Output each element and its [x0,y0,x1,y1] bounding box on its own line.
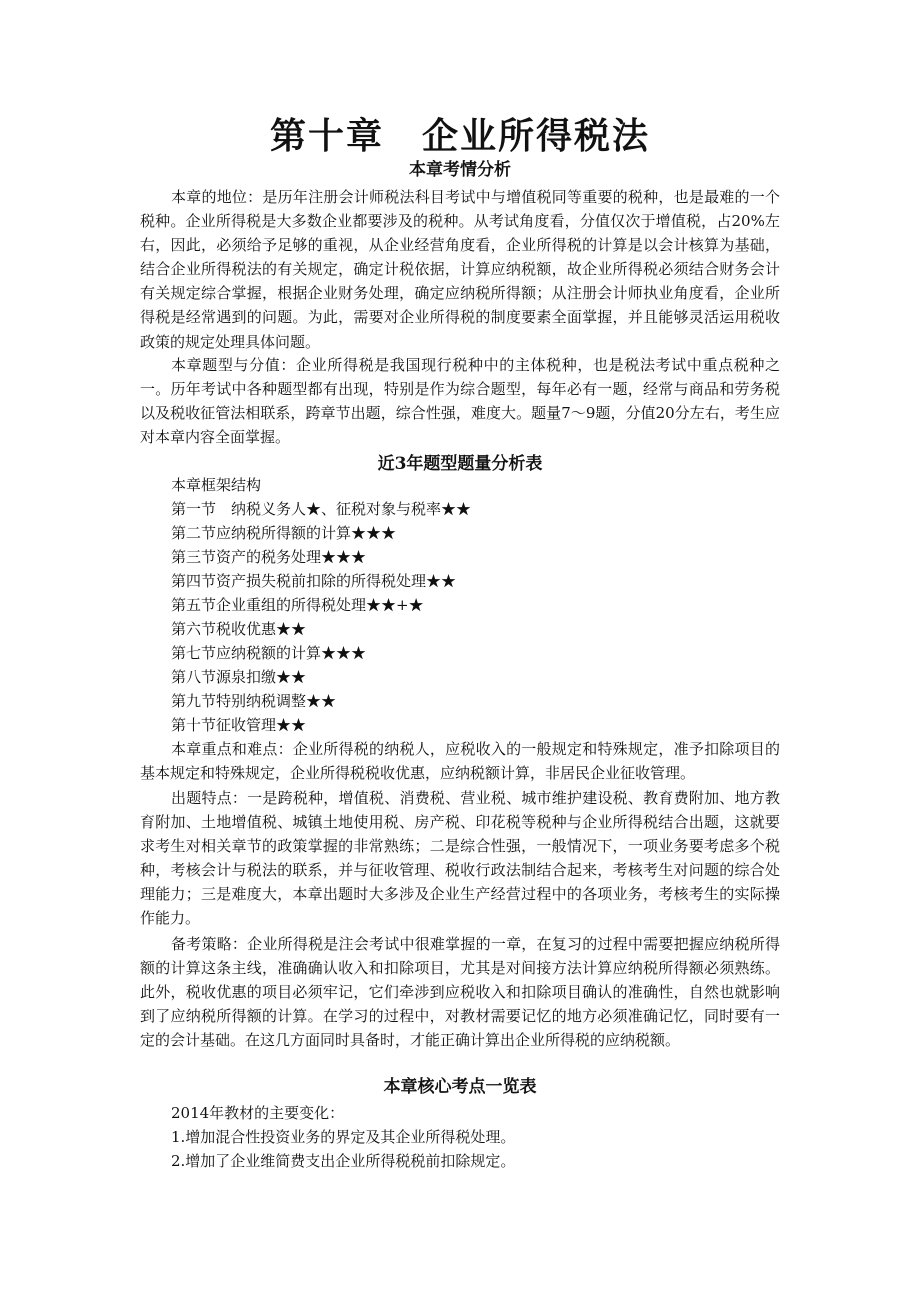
framework-item: 第四节资产损失税前扣除的所得税处理★★ [171,572,457,590]
framework-item: 第七节应纳税额的计算★★★ [171,644,367,662]
question-type-paragraph: 本章题型与分值：企业所得税是我国现行税种中的主体税种，也是税法考试中重点税种之一。历年考试中各种题型都有出现，特别是作为综合题型，每年必有一题，经常与商品和劳务税以及税收征管法相联系，跨章节出题，综合性强，难度大。题量7～9题，分值20分左右，考生应对本章内容全面掌握。 [140,356,780,447]
framework-item: 第六节税收优惠★★ [171,620,307,638]
table-heading: 近3年题型题量分析表 [377,454,543,474]
framework-item: 第九节特别纳税调整★★ [171,692,337,710]
key-points-paragraph: 本章重点和难点：企业所得税的纳税人，应税收入的一般规定和特殊规定，准予扣除项目的基本规定和特殊规定，企业所得税税收优惠，应纳税额计算，非居民企业征收管理。 [140,740,780,783]
exam-features-paragraph: 出题特点：一是跨税种，增值税、消费税、营业税、城市维护建设税、教育费附加、地方教育附加、土地增值税、城镇土地使用税、房产税、印花税等税种与企业所得税结合出题，这就要求考生对相关章节的政策掌握的非常熟练；二是综合性强，一般情况下，一项业务要考虑多个税种，考核会计与税法的联系，并与征收管理、税收行政法制结合起来，考核考生对问题的综合处理能力；三是难度大，本章出题时大多涉及企业生产经营过程中的各项业务，考核考生的实际操作能力。 [140,789,780,928]
framework-item: 第二节应纳税所得额的计算★★★ [171,524,397,542]
change-item: 1.增加混合性投资业务的界定及其企业所得税处理。 [171,1128,516,1146]
prep-strategy-paragraph: 备考策略：企业所得税是注会考试中很难掌握的一章，在复习的过程中需要把握应纳税所得额的计算这条主线，准确确认收入和扣除项目，尤其是对间接方法计算应纳税所得额必须熟练。此外，税收优惠的项目必须牢记，它们牵涉到应税收入和扣除项目确认的准确性，自然也就影响到了应纳税所得额的计算。在学习的过程中，对教材需要记忆的地方必须准确记忆，同时要有一定的会计基础。在这几方面同时具备时，才能正确计算出企业所得税的应纳税额。 [140,935,780,1050]
change-item: 2.增加了企业维简费支出企业所得税税前扣除规定。 [171,1152,516,1170]
framework-item: 第十节征收管理★★ [171,716,307,734]
framework-label: 本章框架结构 [171,476,262,494]
framework-item: 第三节资产的税务处理★★★ [171,548,367,566]
framework-item: 第五节企业重组的所得税处理★★+★ [171,596,424,614]
framework-item: 第八节源泉扣缴★★ [171,668,307,686]
framework-item: 第一节 纳税义务人★、征税对象与税率★★ [171,500,472,518]
analysis-heading: 本章考情分析 [409,160,511,180]
chapter-title: 第十章 企业所得税法 [269,115,650,157]
core-points-heading: 本章核心考点一览表 [383,1077,537,1097]
chapter-status-paragraph: 本章的地位：是历年注册会计师税法科目考试中与增值税同等重要的税种，也是最难的一个税种。企业所得税是大多数企业都要涉及的税种。从考试角度看，分值仅次于增值税，占20%左右，因此，必须给予足够的重视，从企业经营角度看，企业所得税的计算是以会计核算为基础，结合企业所得税法的有关规定，确定计税依据，计算应纳税额，故企业所得税必须结合财务会计有关规定综合掌握，根据企业财务处理，确定应纳税所得额；从注册会计师执业角度看，企业所得税是经常遇到的问题。为此，需要对企业所得税的制度要素全面掌握，并且能够灵活运用税收政策的规定处理具体问题。 [140,188,780,351]
changes-label: 2014年教材的主要变化： [171,1104,345,1122]
